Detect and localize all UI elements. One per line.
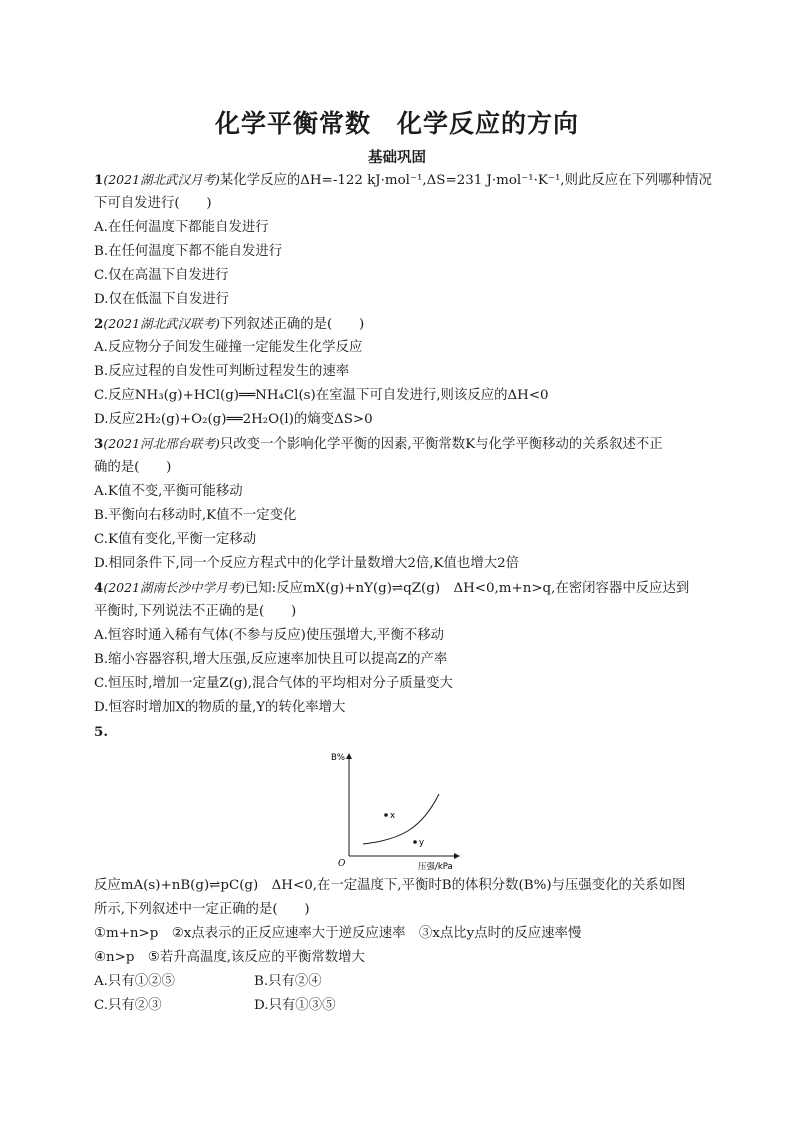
question-stem: 只改变一个影响化学平衡的因素,平衡常数K与化学平衡移动的关系叙述不正 bbox=[219, 437, 663, 452]
question-list bbox=[94, 168, 712, 1018]
question-stem: 某化学反应的ΔH=-122 kJ·mol⁻¹,ΔS=231 J·mol⁻¹·K⁻¹,则此反应在下列哪种情况 bbox=[219, 173, 712, 188]
point-y-label: y bbox=[419, 838, 425, 848]
question-number: 1 bbox=[94, 172, 104, 188]
question-number: 3 bbox=[94, 436, 104, 452]
question-1 bbox=[94, 168, 712, 312]
equilibrium-curve bbox=[363, 794, 439, 844]
question-4 bbox=[94, 576, 700, 720]
question-source: (2021湖南长沙中学月考) bbox=[103, 580, 245, 595]
option-c[interactable]: C.仅在高温下自发进行 bbox=[94, 268, 229, 283]
question-2 bbox=[94, 312, 700, 432]
question-stem-cont: 所示,下列叙述中一定正确的是( ) bbox=[94, 902, 310, 917]
option-c[interactable]: C.恒压时,增加一定量Z(g),混合气体的平均相对分子质量变大 bbox=[94, 676, 453, 691]
option-a[interactable]: A.只有①②⑤ bbox=[94, 974, 175, 989]
option-a[interactable]: A.反应物分子间发生碰撞一定能发生化学反应 bbox=[94, 340, 363, 355]
graph-svg bbox=[329, 744, 469, 872]
question-5 bbox=[94, 720, 700, 1018]
option-a[interactable]: A.恒容时通入稀有气体(不参与反应)使压强增大,平衡不移动 bbox=[94, 628, 445, 643]
option-d[interactable]: D.相同条件下,同一个反应方程式中的化学计量数增大2倍,K值也增大2倍 bbox=[94, 556, 520, 571]
page-title: 化学平衡常数 化学反应的方向 bbox=[214, 109, 579, 138]
point-y-marker bbox=[413, 840, 417, 844]
section-heading: 基础巩固 bbox=[368, 150, 426, 166]
option-d[interactable]: D.只有①③⑤ bbox=[254, 998, 336, 1013]
option-c[interactable]: C.反应NH₃(g)+HCl(g)══NH₄Cl(s)在室温下可自发进行,则该反应的ΔH<0 bbox=[94, 388, 549, 403]
question-stem: 已知:反应mX(g)+nY(g)⇌qZ(g) ΔH<0,m+n>q,在密闭容器中反应达到 bbox=[244, 581, 690, 596]
option-c[interactable]: C.只有②③ bbox=[94, 998, 162, 1013]
statements-line-2: ④n>p ⑤若升高温度,该反应的平衡常数增大 bbox=[94, 950, 365, 965]
question-stem-cont: 平衡时,下列说法不正确的是( ) bbox=[94, 604, 297, 619]
option-d[interactable]: D.恒容时增加X的物质的量,Y的转化率增大 bbox=[94, 700, 346, 715]
pressure-graph bbox=[94, 744, 700, 874]
question-source: (2021湖北武汉月考) bbox=[103, 172, 220, 187]
option-a[interactable]: A.K值不变,平衡可能移动 bbox=[94, 484, 243, 499]
point-x-marker bbox=[384, 813, 388, 817]
question-stem-cont: 下可自发进行( ) bbox=[94, 196, 212, 211]
option-c[interactable]: C.K值有变化,平衡一定移动 bbox=[94, 532, 257, 547]
question-3 bbox=[94, 432, 700, 576]
question-stem: 下列叙述正确的是( ) bbox=[219, 317, 365, 332]
question-number: 5. bbox=[94, 724, 108, 740]
option-b[interactable]: B.平衡向右移动时,K值不一定变化 bbox=[94, 508, 297, 523]
question-stem-cont: 确的是( ) bbox=[94, 460, 172, 475]
question-stem: 反应mA(s)+nB(g)⇌pC(g) ΔH<0,在一定温度下,平衡时B的体积分数(B%)与压强变化的关系如图 bbox=[94, 878, 686, 893]
option-b[interactable]: B.在任何温度下都不能自发进行 bbox=[94, 244, 283, 259]
option-b[interactable]: B.缩小容器容积,增大压强,反应速率加快且可以提高Z的产率 bbox=[94, 652, 448, 667]
option-b[interactable]: B.反应过程的自发性可判断过程发生的速率 bbox=[94, 364, 350, 379]
origin-label: O bbox=[338, 859, 346, 869]
question-number: 2 bbox=[94, 316, 104, 332]
option-a[interactable]: A.在任何温度下都能自发进行 bbox=[94, 220, 269, 235]
option-b[interactable]: B.只有②④ bbox=[254, 974, 322, 989]
option-d[interactable]: D.反应2H₂(g)+O₂(g)══2H₂O(l)的熵变ΔS>0 bbox=[94, 412, 373, 427]
question-source: (2021河北邢台联考) bbox=[103, 436, 220, 451]
option-d[interactable]: D.仅在低温下自发进行 bbox=[94, 292, 230, 307]
y-axis-label: B% bbox=[331, 753, 345, 763]
statements-line-1: ①m+n>p ②x点表示的正反应速率大于逆反应速率 ③x点比y点时的反应速率慢 bbox=[94, 926, 582, 941]
point-x-label: x bbox=[390, 811, 396, 821]
question-number: 4 bbox=[94, 580, 104, 596]
question-source: (2021湖北武汉联考) bbox=[103, 316, 220, 331]
x-axis-label: 压强/kPa bbox=[418, 862, 453, 872]
